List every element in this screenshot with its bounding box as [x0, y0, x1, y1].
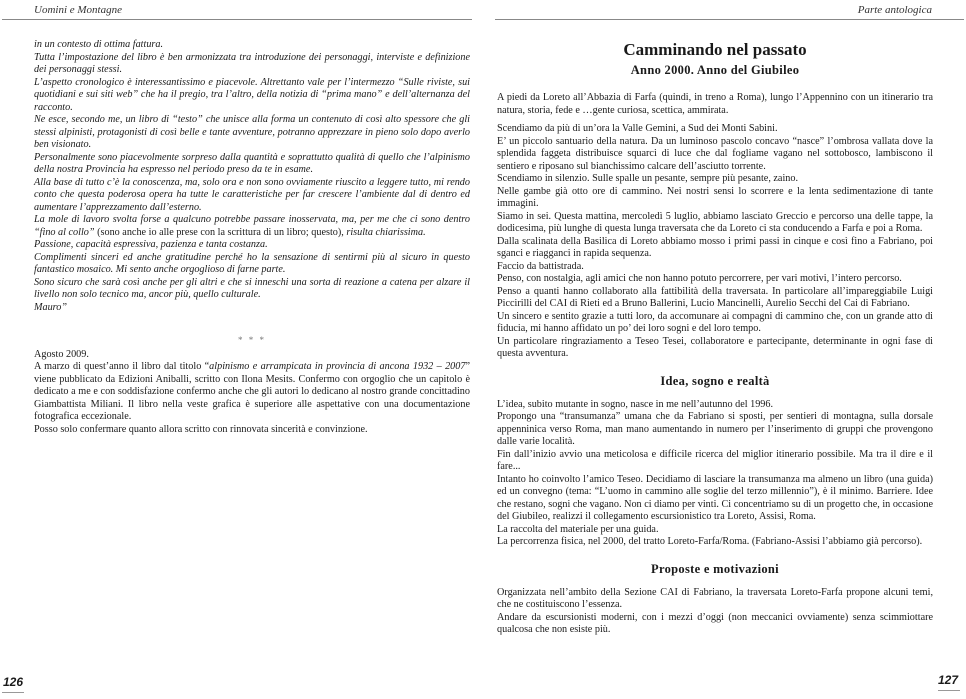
- paragraph: Sono sicuro che sarà così anche per gli altri e che si inneschi una sorta di reazione a catena per alzare il livello non solo tecnico ma, ancor più, quello culturale.: [34, 276, 470, 300]
- mole-text-1: La mole di lavoro svolta forse a qualcuno potrebbe passare inosservata, ma, per me che ci sono dentro “fino al collo”: [34, 214, 470, 238]
- paragraph: Personalmente sono piacevolmente sorpreso dalla quantità e soprattutto qualità di quello che l’alpinismo della nostra Provincia ha espresso nel periodo preso da te in esame.: [34, 151, 470, 175]
- paragraph: Faccio da battistrada.: [497, 260, 584, 272]
- paragraph: Penso, con nostalgia, agli amici che non hanno potuto percorrere, per vari motivi, l’intero percorso.: [497, 273, 902, 284]
- paragraph: Nelle gambe già otto ore di cammino. Nei nostri sensi lo scorrere e la lenta sedimentazione di tante immagini.: [497, 185, 933, 209]
- paragraph: Un sincero e sentito grazie a tutti loro, da accomunare ai compagni di cammino che, con un grande atto di fiducia, mi hanno affidato un po’ dei loro sogni e del loro tempo.: [497, 310, 933, 334]
- article-subtitle: Anno 2000. Anno del Giubileo: [630, 63, 800, 77]
- page-number-rule-right: [938, 690, 960, 691]
- right-page: [497, 0, 966, 699]
- paragraph: in un contesto di ottima fattura.: [34, 39, 164, 50]
- paragraph: Andare da escursionisti moderni, con i mezzi d’oggi (non meccanici ovviamente) senza scimmiottare qualcosa che non esiste più.: [497, 611, 933, 635]
- header-rule-right: [495, 19, 964, 20]
- paragraph: Tutta l’impostazione del libro è ben armonizzata tra introduzione dei personaggi, interviste e definizione dei personaggi stessi.: [34, 51, 470, 75]
- marzo-text-1: A marzo di quest’anno il libro dal titolo “: [34, 361, 210, 372]
- running-head-right: Parte antologica: [857, 4, 932, 16]
- page-number-left: 126: [3, 675, 24, 689]
- paragraph: Propongo una “transumanza” umana che da Fabriano si sposti, per sentieri di montagna, sulla dorsale appenninica verso Roma, man mano aumentando in numero per l’inserimento di gruppi che provengono dalle varie località.: [497, 411, 933, 447]
- section-heading-proposte: Proposte e motivazioni: [651, 561, 779, 576]
- paragraph: E’ un piccolo santuario della natura. Da un luminoso pascolo concavo “nasce” l’ombrosa vallata dove la splendida faggeta distribuisce squarci di luce che dal fogliame vagano nel sottobosco, lambiscono il sentiero e riposano sul bianchissimo calcare dell’asciutto torrente.: [497, 135, 933, 172]
- paragraph-marzo: [34, 361, 470, 424]
- left-body-text: [34, 39, 470, 436]
- paragraph: Fin dall’inizio avvio una meticolosa e difficile ricerca del miglior itinerario possibile. Ma tra il dire e il fare...: [497, 448, 933, 472]
- paragraph-mole: [34, 214, 470, 239]
- paragraph: Passione, capacità espressiva, pazienza e tanta costanza.: [34, 239, 268, 250]
- paragraph: Intanto ho coinvolto l’amico Teseo. Decidiamo di lasciare la transumanza ma almeno un libro (una guida) ed un convegno (tema: “L’uomo in cammino alle soglie del terzo millennio”), è il minimo. Barriere. Idee che restano, sogni che vagano. Non ci diamo per vinti. Ci concentriamo su di un progetto che, in occasione del Giubileo, realizzi il collegamento escursionistico tra Loreto, Assisi, Roma.: [497, 473, 933, 522]
- article-title: Camminando nel passato: [623, 40, 807, 59]
- intro-paragraph: A piedi da Loreto all’Abbazia di Farfa (quindi, in treno a Roma), lungo l’Appennino con un itinerario tra natura, storia, fede e …gente curiosa, scettica, ammirata.: [497, 92, 933, 116]
- paragraph: La percorrenza fisica, nel 2000, del tratto Loreto-Farfa/Roma. (Fabriano-Assisi l’abbiamo già percorso).: [497, 536, 923, 547]
- paragraph: Dalla scalinata della Basilica di Loreto abbiamo mosso i primi passi in cinque e così fino a Fabriano, poi sganci e riagganci in rapida sequenza.: [497, 235, 933, 259]
- date: Agosto 2009.: [34, 348, 89, 360]
- section-heading-idea: Idea, sogno e realtà: [660, 373, 770, 388]
- header-rule-left: [2, 19, 472, 20]
- paragraph: Ne esce, secondo me, un libro di “testo” che unisce alla forma un contenuto di così alto spessore che gli stessi alpinisti, protagonisti di così belle e tante avventure, potranno apprezzare in pieno solo dopo averlo ben visionato.: [34, 114, 470, 150]
- paragraph: La raccolta del materiale per una guida.: [497, 523, 659, 535]
- left-page: [0, 0, 470, 699]
- mole-text-3: risulta chiarissima.: [346, 226, 426, 238]
- paragraph: Complimenti sinceri ed anche gratitudine perché ho la sensazione di sentirmi più al sicuro in questo fantastico mosaico. Mi sento anche orgoglioso di farne parte.: [34, 251, 470, 275]
- book-title: alpinismo e arrampicata in provincia di ancona 1932 – 2007: [209, 361, 466, 372]
- page-number-rule-left: [2, 692, 24, 693]
- paragraph: Siamo in sei. Questa mattina, mercoledì 5 luglio, abbiamo lasciato Greccio e percorso una delle tappe, la dodicesima, più lunghe di questa lunga traversata che da Loreto ci sta conducendo a Farfa e poi a Roma.: [497, 210, 933, 234]
- paragraph: Posso solo confermare quanto allora scritto con rinnovata sincerità e convinzione.: [34, 423, 368, 435]
- right-body-text: [497, 40, 933, 637]
- page-number-right: 127: [937, 673, 958, 687]
- marzo-text-2: ” viene pubblicato da Edizioni Aniballi, scritto con Ilona Mesits. Confermo con orgoglio che un capitolo è dedicato a me e con soddisfazione confermo anche che gli autori lo dedicano al nostro grande concittadino Giambattista Miliani. Il libro nella veste grafica è superiore alle aspettative con una documentazione fotografica eccezionale.: [34, 361, 470, 422]
- paragraph: Organizzata nell’ambito della Sezione CAI di Fabriano, la traversata Loreto-Farfa propone alcuni temi, che ne costituiscono l’essenza.: [497, 586, 933, 610]
- paragraph: Scendiamo da più di un’ora la Valle Gemini, a Sud dei Monti Sabini.: [497, 123, 778, 134]
- section-separator: * * *: [238, 335, 266, 345]
- paragraph: L’idea, subito mutante in sogno, nasce in me nell’autunno del 1996.: [497, 398, 774, 410]
- paragraph: Alla base di tutto c’è la conoscenza, ma, solo ora e non sono ovviamente riuscito a leggere tutto, mi rendo conto che questa poderosa opera ha tutte le caratteristiche per far crescere l’ambiente dal di dentro ed aumentare l’apprezzamento dall’esterno.: [34, 176, 470, 213]
- paragraph: Scendiamo in silenzio. Sulle spalle un pesante, sempre più pesante, zaino.: [497, 173, 799, 184]
- signature: Mauro”: [34, 301, 68, 313]
- running-head-left: Uomini e Montagne: [34, 4, 122, 16]
- paragraph: Un particolare ringraziamento a Teseo Tesei, collaboratore e partecipante, determinante in ogni fase di questa avventura.: [497, 335, 933, 359]
- paragraph: L’aspetto cronologico è interessantissimo e piacevole. Altrettanto vale per l’intermezzo “Sulle riviste, sui quotidiani e sui siti web” che ha il pregio, tra l’altro, della notizia di “prima mano” e dell’alternanza del racconto.: [34, 76, 470, 113]
- paragraph: Penso a quanti hanno collaborato alla fattibilità della traversata. In particolare all’impareggiabile Luigi Piccirilli del CAI di Rieti ed a Bruno Ballerini, Lucio Mancinelli, Aurelio Secchi del Cai di Fabriano.: [497, 285, 933, 309]
- mole-text-2: (sono anche io alle prese con la scrittura di un libro; questo),: [94, 226, 347, 238]
